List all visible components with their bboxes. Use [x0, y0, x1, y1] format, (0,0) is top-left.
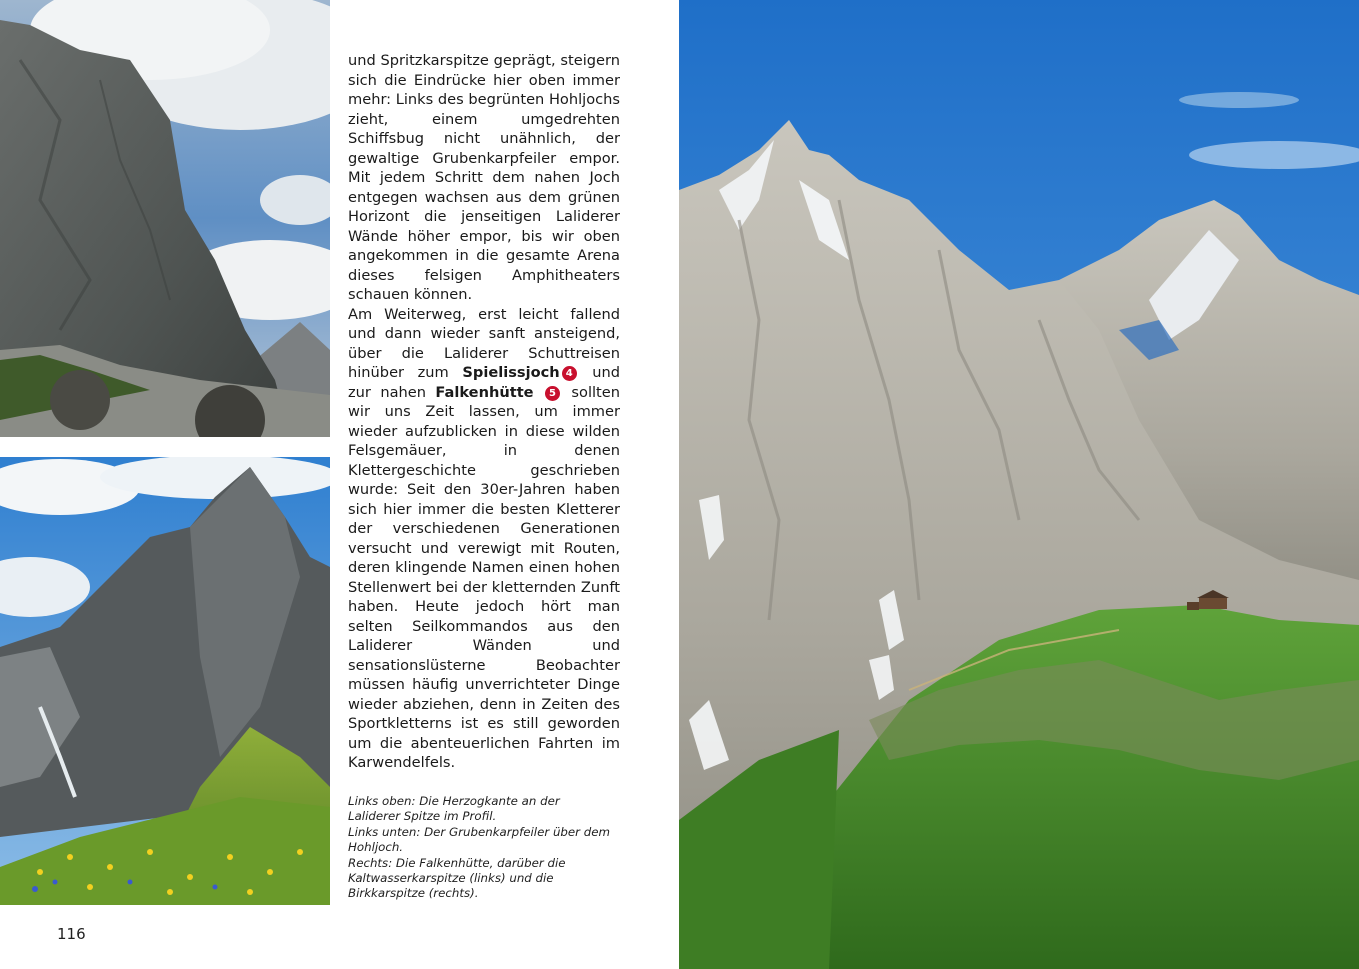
place-spielissjoch: Spielissjoch: [462, 364, 560, 381]
place-falkenhuette: Falkenhütte: [435, 383, 534, 401]
paragraph-1: und Spritzkarspitze geprägt, steigern sich die Eindrücke hier oben immer mehr: Links des begrünten Hohljochs zieht, einem umgedrehten Schiffsbug nicht unähnlich, der gewaltige Grubenkarpfeiler empor. Mit jedem Schritt dem nahen Joch entgegen wachsen aus dem grünen Horizont die jenseitigen Laliderer Wände höher empor, bis wir oben angekommen in die gesamte Arena dieses felsigen Amphitheaters schauen können.: [348, 52, 621, 303]
photo-falkenhuette: [679, 0, 1359, 969]
paragraph-2-part-a: Am Weiterweg, erst leicht fallend und dann wieder sanft ansteigend, über die Laliderer Schuttreisen hinüber zum: [348, 305, 620, 381]
page-number: 116: [57, 925, 86, 943]
caption-bottom-left: Links unten: Der Grubenkarpfeiler über dem Hohljoch.: [348, 824, 611, 855]
caption-top-left: Links oben: Die Herzogkante an der Laliderer Spitze im Profil.: [348, 794, 560, 824]
photo-herzogkante: [0, 0, 330, 437]
paragraph-2-part-b: und zur nahen: [348, 364, 621, 401]
waypoint-marker-5: 5: [545, 386, 560, 401]
photo-grubenkarpfeiler: [0, 457, 330, 905]
paragraph-2-part-c: sollten wir uns Zeit lassen, um immer wieder aufzublicken in diese wilden Felsgemäuer, in denen Klettergeschichte geschrieben wurde: Seit den 30er-Jahren haben sich hier immer die besten Kletterer der verschiedenen Generationen versucht und verewigt mit Routen, deren klingende Namen einen hohen Stellenwert bei der kletternden Zunft haben. Heute jedoch hört man selten Seilkommandos aus den Laliderer Wänden und sensationslüsterne Beobachter müssen häufig unverrichteter Dinge wieder abziehen, denn in Zeiten des Sportkletterns ist es still geworden um die abenteuerlichen Fahrten im Karwendelfels.: [348, 383, 620, 771]
waypoint-marker-4: 4: [562, 366, 577, 381]
caption-right: Rechts: Die Falkenhütte, darüber die Kaltwasserkarspitze (links) und die Birkkarspitze (rechts).: [348, 855, 566, 901]
article-text: [348, 51, 620, 773]
photo-captions: [348, 794, 613, 902]
paragraph-2: [348, 305, 620, 773]
